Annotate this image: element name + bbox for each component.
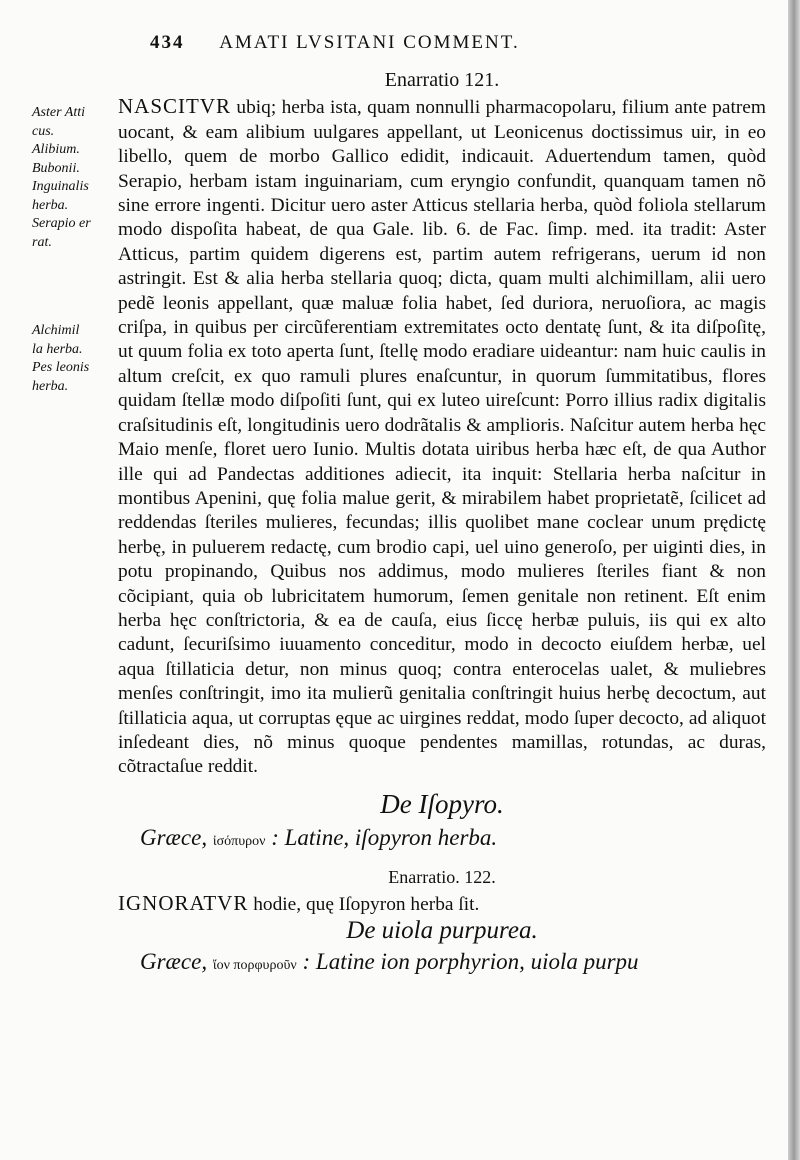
enarratio-121-heading: Enarratio 121. — [384, 69, 500, 91]
margin-note-line: Pes leonis — [32, 360, 90, 375]
viola-title: De uiola purpurea. — [346, 917, 538, 945]
running-header — [150, 32, 670, 54]
enarratio-122-lead-word: IGNORATVR — [118, 891, 249, 915]
viola-greek-word: ἴον πορφυροῦν — [212, 957, 297, 973]
page-edge — [788, 0, 800, 1160]
margin-note-line: Alchimil — [32, 323, 80, 338]
enarratio-121-lead-word: NASCITVR — [118, 94, 232, 119]
margin-note-line: la herba. — [32, 341, 83, 357]
margin-note-line: Inguinalis — [32, 179, 89, 194]
isopyro-title: De Iſopyro. — [380, 788, 504, 819]
enarratio-121-text: ubiq; herba ista, quam nonnulli pharmacopolaru, filium ante patrem uocant, & eam alibium uulgares appellant, ut Leonicenus doctissimus uir, in eo libello, quem de morbo Gallico edidit, indicauit. Aduertendum tamen, quòd Serapio, herbam istam inguinariam, cum eryngio confundit, quanquam tamen nõ sine errore ingenti. Dicitur uero aster Atticus stellaria herba, quòd foliola stellarum modo dispoſita habeat, de qua Gale. lib. 6. de Fac. ſimp. med. ita tradit: Aster Atticus, partim quidem digerens est, partim autem refrigerans, uerum id non astringit. Est & alia herba stellaria quoq; dicta, quam multi alchimillam, alii uero pedẽ leonis appellant, quæ maluæ folia habet, ſed duriora, neruoſiora, ac magis criſpa, in quibus per circũferentiam extremitates octo dentatę ſunt, & ita diſpoſitę, ut quum folia ex toto aperta ſunt, ſtellę modo eradiare uideantur: nam huic caulis in altum creſcit, ex quo ramuli plures enaſcuntur, in quorum ſummitatibus, flores quidam ſtellæ modo diſpoſiti ſunt, qui ex luteo uireſcunt: Porro illius radix digitalis craſsitudinis eſt, longitudinis uero dodrãtalis & amplioris. Naſcitur autem herba hęc Maio menſe, floret uero Iunio. Multis dotata uiribus herba hæc eſt, de qua Author ille qui ad Pandectas additiones adiecit, ita inquit: Stellaria herba naſcitur in montibus Apenini, quę folia malue gerit, & mirabilem habet proprietatẽ, ſcilicet ad reddendas ſteriles mulieres, fecundas; illis quolibet mane coclear unum prędictę herbę, in puluerem redactę, cum brodio capi, uel uino generoſo, per uiginti dies, in potu propinando, Quibus nos addimus, modo mulieres ſteriles fiant & non cõcipiant, quia ob lubricitatem humorum, ſemen genitale non retinent. Eſt enim herba hęc conſtrictoria, & ea de cauſa, eius ſiccę herbæ puluis, iis qui ex alto cadunt, ſecuriſsimo iuuamento conceditur, modo in decocto eiuſdem herbæ, uel aqua ſtillaticia detur, non minus quoq; contra enterocelas ualet, & muliebres menſes conſtringit, imo ita mulierũ genitalia conſtringit huius herbę decoctum, aut ſtillaticia aqua, ut corruptas ęque ac uirgines reddat, modo ſuper decocto, ad aliquot inſedeant dies, nõ minus quoque pendentes mamillas, rotundas, ac duras, cõtractaſue reddit. — [118, 97, 766, 778]
enarratio-122-paragraph — [118, 891, 766, 917]
margin-note-line: Aster Atti — [32, 105, 86, 120]
page-number: 434 — [150, 32, 185, 53]
isopyro-greek-prefix: Græce, — [140, 825, 208, 851]
enarratio-122-text: hodie, quę Iſopyron herba ſit. — [248, 894, 480, 915]
isopyro-names — [140, 826, 766, 854]
viola-greek-prefix: Græce, — [140, 948, 208, 974]
margin-note-line: Bubonii. — [32, 160, 80, 176]
isopyro-greek-word: ἰσόπυρον — [212, 834, 266, 850]
margin-note-line: herba. — [32, 378, 69, 394]
viola-names — [140, 950, 766, 978]
running-title: AMATI LVSITANI COMMENT. — [219, 32, 520, 53]
margin-notes-2 — [32, 322, 116, 396]
viola-latin: : Latine ion porphyrion, uiola purpu — [302, 948, 639, 974]
margin-notes-1 — [32, 104, 116, 252]
enarratio-121-paragraph — [118, 94, 766, 779]
isopyro-latin: : Latine, iſopyron herba. — [271, 825, 498, 851]
main-text — [118, 68, 766, 978]
margin-note-line: Alibium. — [32, 142, 80, 157]
enarratio-122-heading: Enarratio. 122. — [388, 866, 496, 887]
margin-note-line: herba. — [32, 197, 69, 213]
margin-note-line: cus. — [32, 123, 55, 139]
margin-note-line: Serapio er — [32, 216, 91, 231]
margin-note-line: rat. — [32, 234, 52, 250]
